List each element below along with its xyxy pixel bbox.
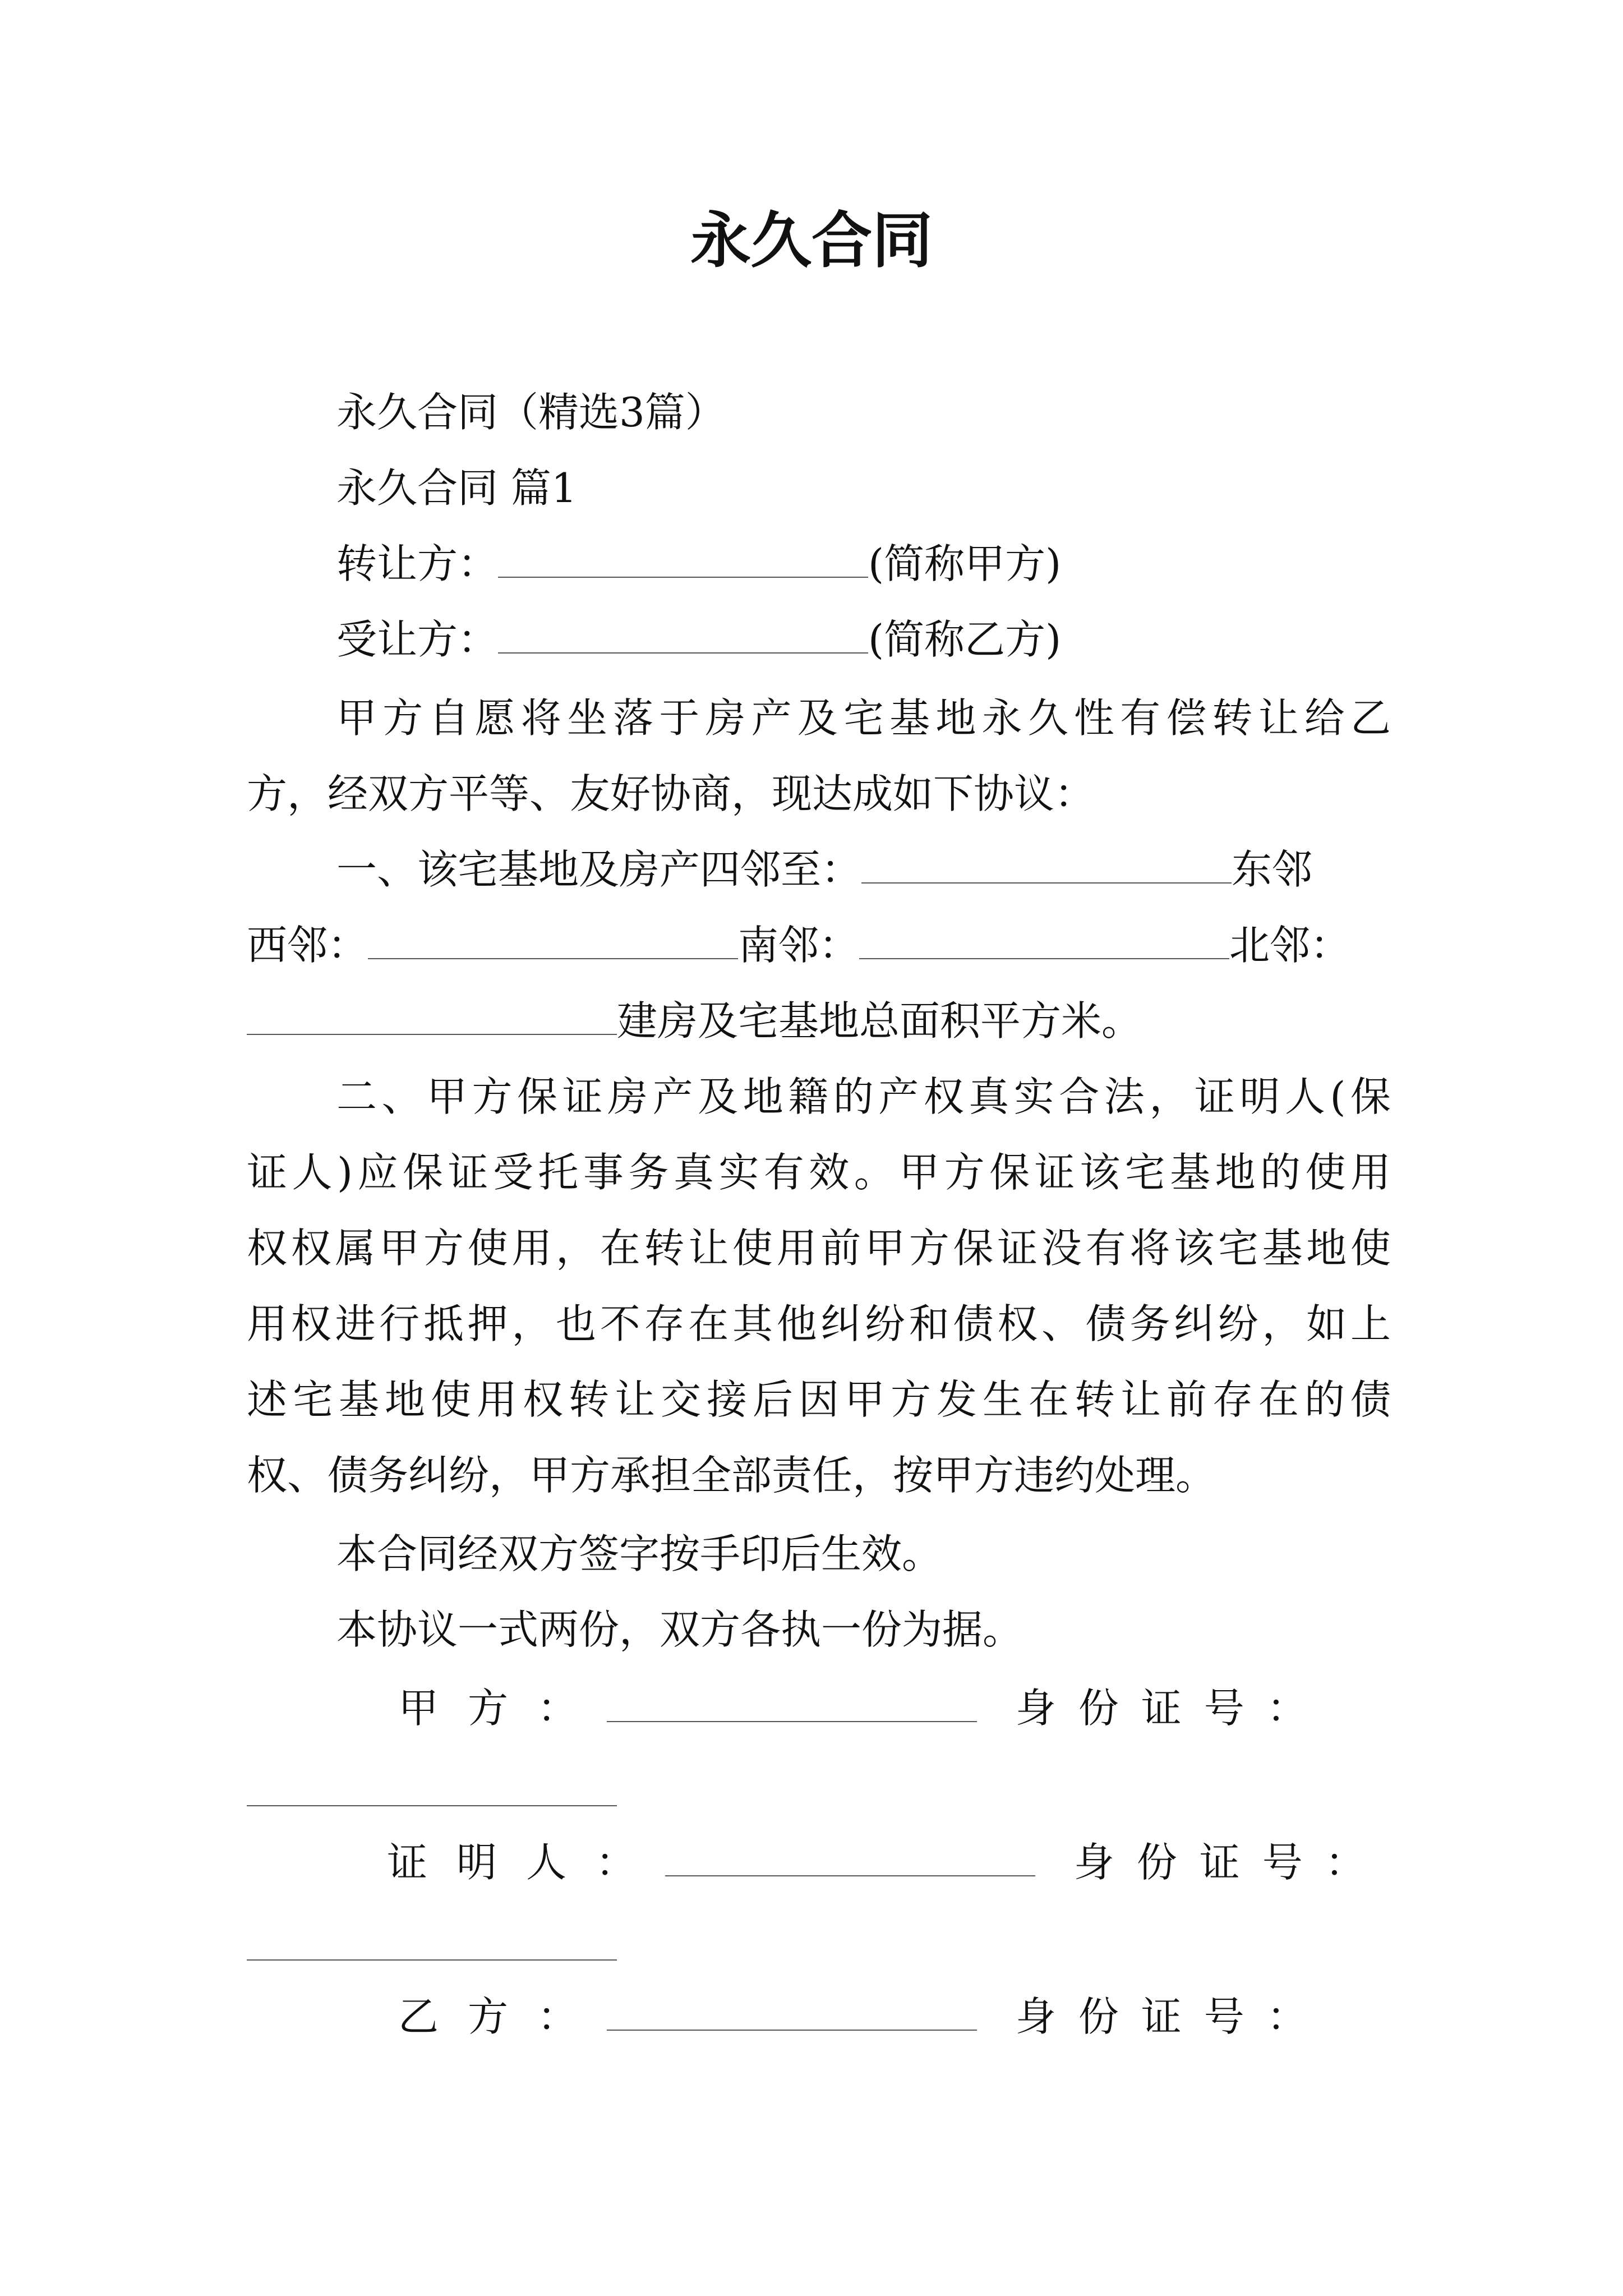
witness-id-line	[247, 1916, 1391, 1977]
south-blank	[859, 926, 1229, 959]
section-heading: 永久合同 篇1	[336, 464, 577, 512]
neighbors-line	[247, 914, 1391, 976]
party-a-signature	[398, 1677, 1542, 1739]
west-blank	[368, 926, 738, 959]
south-label: 南邻：	[738, 922, 860, 969]
party-a-blank	[607, 1688, 977, 1722]
witness-id-blank	[247, 1927, 617, 1961]
paragraph-line: 方，经双方平等、友好协商，现达成如下协议：	[247, 770, 1095, 817]
paragraph-line: 权、债务纠纷，甲方承担全部责任，按甲方违约处理。	[247, 1452, 1216, 1499]
copies-clause: 本协议一式两份，双方各执一份为据。	[336, 1606, 1023, 1653]
paragraph-line: 二、甲方保证房产及地籍的产权真实合法，证明人(保	[336, 1073, 1391, 1120]
boundaries-label: 一、该宅基地及房产四邻至：	[336, 846, 862, 893]
transferee-note: (简称乙方)	[868, 616, 1062, 663]
party-b-label: 乙方：	[398, 1993, 607, 2040]
witness-signature	[387, 1832, 1531, 1893]
transferee-blank	[498, 620, 868, 654]
west-label: 西邻：	[247, 922, 368, 969]
page-title: 永久合同	[690, 206, 933, 276]
paragraph-line: 用权进行抵押，也不存在其他纠纷和债权、债务纠纷，如上	[247, 1300, 1391, 1347]
area-line	[247, 990, 1391, 1052]
party-b-signature	[398, 1986, 1542, 2047]
transferor-note: (简称甲方)	[868, 540, 1062, 587]
area-text: 建房及宅基地总面积平方米。	[617, 997, 1142, 1045]
transferee-label: 受让方：	[336, 616, 499, 663]
paragraph-line: 甲方自愿将坐落于房产及宅基地永久性有偿转让给乙	[336, 694, 1391, 742]
witness-id-label: 身份证号：	[1073, 1839, 1388, 1886]
party-b-id-label: 身份证号：	[1015, 1993, 1330, 2040]
transferor-label: 转让方：	[336, 540, 499, 587]
north-label: 北邻：	[1229, 922, 1351, 969]
transferee-line	[336, 609, 1481, 670]
transferor-blank	[498, 544, 868, 578]
witness-label: 证明人：	[387, 1839, 666, 1886]
paragraph-line: 证人)应保证受托事务真实有效。甲方保证该宅基地的使用	[247, 1149, 1391, 1196]
party-a-id-line	[247, 1761, 1391, 1823]
east-label: 东邻	[1232, 846, 1313, 893]
boundaries-blank	[861, 850, 1232, 884]
north-blank	[247, 1001, 617, 1035]
party-a-label: 甲方：	[398, 1685, 607, 1732]
party-b-blank	[607, 1997, 977, 2031]
party-a-id-label: 身份证号：	[1015, 1685, 1330, 1732]
paragraph-line: 述宅基地使用权转让交接后因甲方发生在转让前存在的债	[247, 1376, 1391, 1423]
witness-blank	[665, 1843, 1035, 1876]
boundaries-line	[336, 839, 1481, 900]
transferor-line	[336, 533, 1481, 595]
effect-clause: 本合同经双方签字按手印后生效。	[336, 1530, 943, 1577]
party-a-id-blank	[247, 1773, 617, 1806]
subtitle: 永久合同（精选3篇）	[336, 389, 726, 436]
paragraph-line: 权权属甲方使用，在转让使用前甲方保证没有将该宅基地使	[247, 1225, 1391, 1272]
